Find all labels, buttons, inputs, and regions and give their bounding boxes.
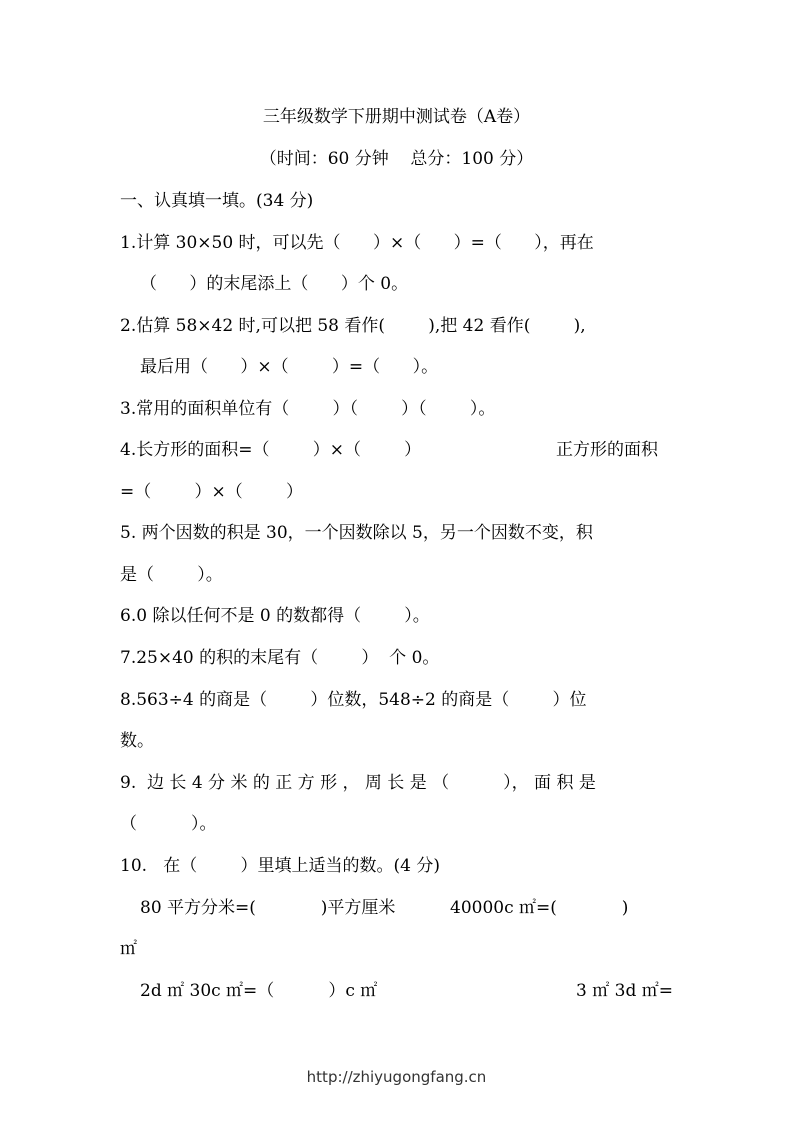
question-10-item-1: 80 平方分米=( )平方厘米: [140, 898, 396, 918]
question-10-item-2: 40000c ㎡=( ): [450, 898, 629, 918]
question-4-line-1: 4.长方形的面积=（ ）×（ ）: [120, 440, 422, 460]
question-10-heading: 10. 在（ ）里填上适当的数。(4 分): [120, 856, 440, 876]
question-1-line-1: 1.计算 30×50 时，可以先（ ）×（ ）=（ ），再在: [120, 233, 594, 253]
question-3: 3.常用的面积单位有（ ）（ ）（ ）。: [120, 399, 496, 419]
question-10-item-2-unit: ㎡: [120, 939, 137, 959]
question-10-item-4: 3 ㎡ 3d ㎡=: [576, 981, 673, 1001]
page-title: 三年级数学下册期中测试卷（A卷）: [262, 107, 531, 127]
question-2-line-2: 最后用（ ）×（ ）=（ ）。: [140, 357, 439, 377]
question-7: 7.25×40 的积的末尾有（ ） 个 0。: [120, 648, 440, 668]
question-8-line-2: 数。: [120, 731, 154, 751]
question-8-line-1: 8.563÷4 的商是（ ）位数，548÷2 的商是（ ）位: [120, 690, 587, 710]
footer-url[interactable]: http://zhiyugongfang.cn: [306, 1068, 487, 1086]
question-10-item-3: 2d ㎡ 30c ㎡=（ ）c ㎡: [140, 981, 378, 1001]
section-heading: 一、认真填一填。(34 分): [120, 191, 314, 211]
question-9-line-2: （ ）。: [120, 814, 217, 834]
question-2-line-1: 2.估算 58×42 时,可以把 58 看作( ),把 42 看作( ),: [120, 316, 586, 336]
question-4-line-2: =（ ）×（ ）: [120, 482, 303, 502]
question-4-square-area-label: 正方形的面积: [556, 440, 658, 460]
question-9-line-1: 9. 边 长 4 分 米 的 正 方 形 ， 周 长 是 （ ）， 面 积 是: [120, 773, 596, 793]
question-5-line-1: 5. 两个因数的积是 30，一个因数除以 5，另一个因数不变，积: [120, 523, 593, 543]
question-1-line-2: （ ）的末尾添上（ ）个 0。: [140, 274, 409, 294]
exam-info: （时间：60 分钟 总分：100 分）: [259, 149, 534, 169]
question-6: 6.0 除以任何不是 0 的数都得（ ）。: [120, 606, 430, 626]
question-5-line-2: 是（ ）。: [120, 565, 223, 585]
